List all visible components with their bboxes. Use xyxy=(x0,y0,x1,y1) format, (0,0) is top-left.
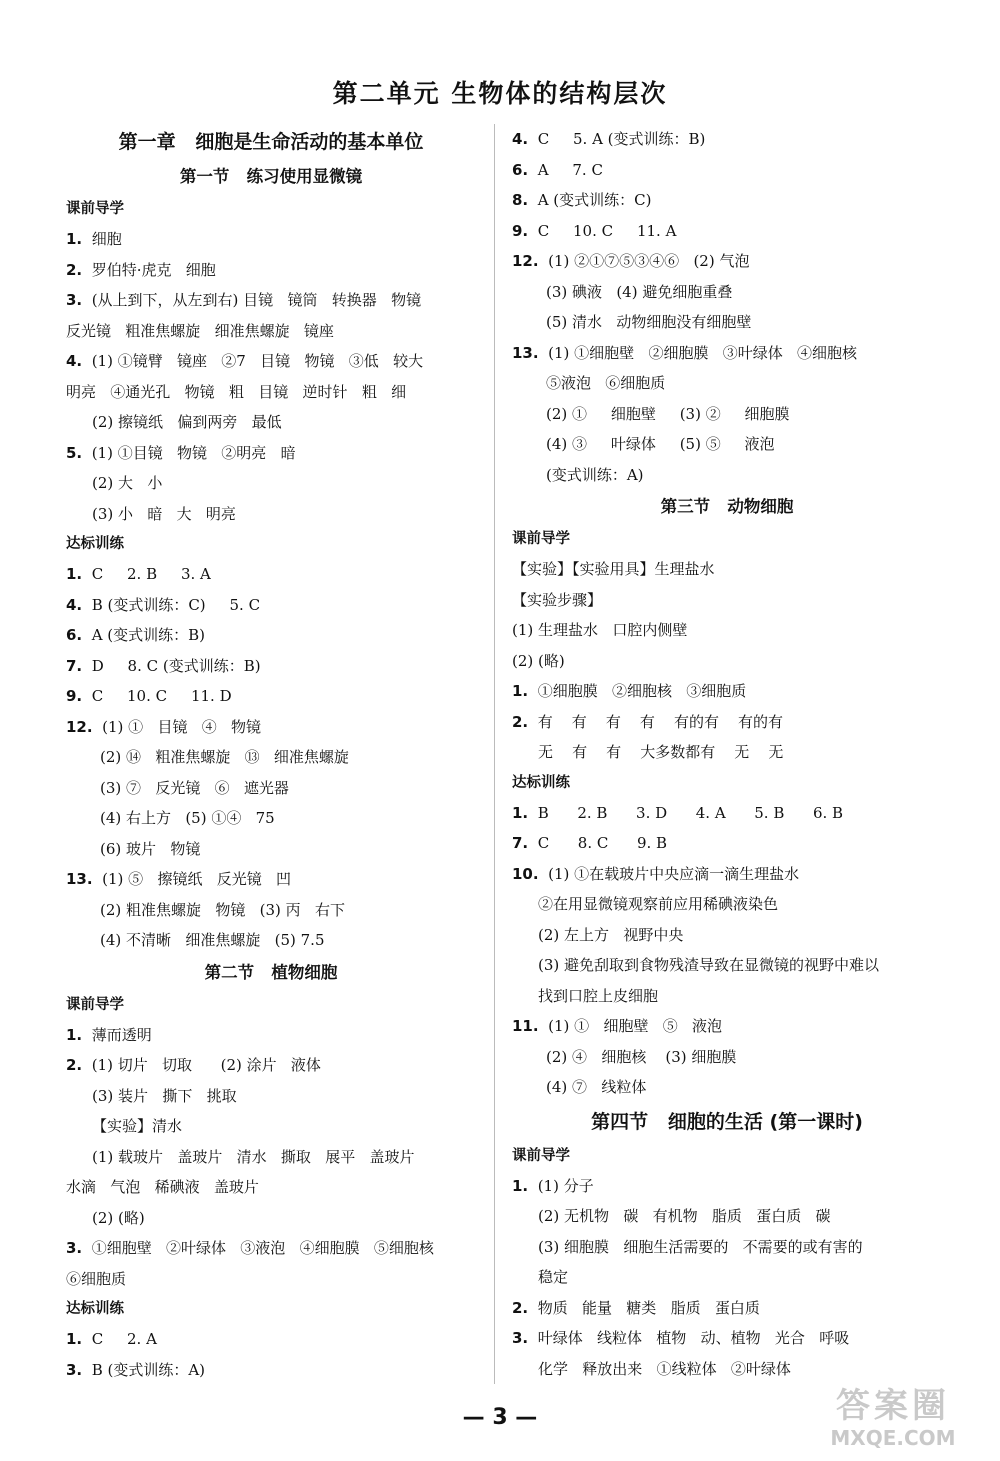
question-number: 2. xyxy=(66,260,83,279)
answer-text: B (变式训练：A) xyxy=(91,1360,206,1379)
answer-line: (1) 载玻片 盖玻片 清水 撕取 展平 盖玻片 xyxy=(92,1147,415,1166)
answer-line xyxy=(512,707,942,738)
answer-line xyxy=(66,712,476,743)
answer-line xyxy=(512,124,942,155)
answer-line: (3) 装片 撕下 挑取 xyxy=(92,1086,237,1105)
answer-text: 有 有 有 有 有的有 有的有 xyxy=(537,712,784,731)
answer-line xyxy=(512,1293,942,1324)
answer-line xyxy=(66,438,476,469)
answer-line: (4) 右上方 (5) ①④ 75 xyxy=(100,809,275,827)
left-column xyxy=(66,124,476,1385)
question-number: 1. xyxy=(512,682,529,700)
answer-line: ⑤液泡 ⑥细胞质 xyxy=(546,374,666,392)
answer-text: C 8. C 9. B xyxy=(537,834,668,852)
answer-line xyxy=(66,864,476,895)
answer-text: (1) ①镜臂 镜座 ②7 目镜 物镜 ③低 较大 xyxy=(91,352,424,370)
answer-line: 【实验】【实验用具】生理盐水 xyxy=(512,560,715,578)
answer-line: (3) 碘液 (4) 避免细胞重叠 xyxy=(546,282,733,301)
answer-line xyxy=(512,155,942,186)
answer-text: (1) ① 目镜 ④ 物镜 xyxy=(102,717,262,736)
answer-line xyxy=(66,681,476,712)
question-number: 1. xyxy=(512,803,529,822)
answer-line: (6) 玻片 物镜 xyxy=(100,839,201,858)
question-number: 11. xyxy=(512,1017,539,1035)
question-number: 3. xyxy=(512,1329,529,1347)
answer-line: (2) ⑭ 粗准焦螺旋 ⑬ 细准焦螺旋 xyxy=(100,748,349,766)
answer-text: (1) 切片 切取 (2) 涂片 液体 xyxy=(91,1056,321,1074)
answer-line xyxy=(66,285,476,316)
answer-line xyxy=(66,559,476,590)
question-number: 1. xyxy=(66,1025,83,1044)
question-number: 1. xyxy=(512,1176,529,1195)
answer-line xyxy=(66,224,476,255)
answer-line: 反光镜 粗准焦螺旋 细准焦螺旋 镜座 xyxy=(66,321,334,340)
answer-text: 物质 能量 糖类 脂质 蛋白质 xyxy=(537,1298,760,1317)
answer-line xyxy=(512,338,942,369)
answer-text: C 2. B 3. A xyxy=(91,565,211,583)
answer-line: (3) 细胞膜 细胞生活需要的 不需要的或有害的 xyxy=(538,1237,863,1256)
question-number: 3. xyxy=(66,291,83,309)
answer-line xyxy=(512,216,942,247)
answer-text: 薄而透明 xyxy=(91,1025,152,1044)
answer-line: ⑥细胞质 xyxy=(66,1269,127,1288)
section-heading: 第四节 细胞的生活 (第一课时) xyxy=(591,1110,863,1133)
subsection-heading: 课前导学 xyxy=(512,531,570,547)
question-number: 6. xyxy=(66,626,83,644)
answer-text: 细胞 xyxy=(91,230,122,248)
question-number: 9. xyxy=(66,687,83,705)
question-number: 2. xyxy=(512,712,529,731)
answer-line xyxy=(512,1011,942,1042)
answer-text: C 10. C 11. A xyxy=(537,221,677,240)
subsection-heading: 课前导学 xyxy=(66,201,124,217)
answer-line xyxy=(66,1355,476,1386)
answer-line: (2) 左上方 视野中央 xyxy=(538,925,684,944)
answer-text: (1) ①细胞壁 ②细胞膜 ③叶绿体 ④细胞核 xyxy=(548,343,858,362)
chapter-heading: 第一章 细胞是生命活动的基本单位 xyxy=(118,131,424,153)
answer-line xyxy=(66,651,476,682)
answer-line xyxy=(512,828,942,859)
answer-line xyxy=(66,255,476,286)
answer-line: (2) (略) xyxy=(512,651,565,670)
answer-line xyxy=(66,620,476,651)
subsection-heading: 课前导学 xyxy=(512,1147,570,1164)
answer-text: B (变式训练：C) 5. C xyxy=(91,595,261,614)
answer-line xyxy=(512,676,942,707)
answer-text: ①细胞壁 ②叶绿体 ③液泡 ④细胞膜 ⑤细胞核 xyxy=(91,1239,434,1257)
answer-text: (1) ⑤ 擦镜纸 反光镜 凹 xyxy=(102,870,292,888)
answer-text: A 7. C xyxy=(537,160,603,179)
answer-line: (4) 不清晰 细准焦螺旋 (5) 7.5 xyxy=(100,931,325,949)
question-number: 12. xyxy=(66,717,93,736)
answer-line xyxy=(512,1171,942,1202)
answer-line xyxy=(512,859,942,890)
answer-line: (3) ⑦ 反光镜 ⑥ 遮光器 xyxy=(100,778,289,797)
answer-line: (2) ④ 细胞核 (3) 细胞膜 xyxy=(546,1047,737,1066)
answer-text: (1) ①在载玻片中央应滴一滴生理盐水 xyxy=(548,864,800,883)
question-number: 2. xyxy=(66,1056,83,1074)
watermark-logo xyxy=(808,1386,978,1456)
answer-text: C 2. A xyxy=(91,1330,157,1348)
answer-text: A (变式训练：B) xyxy=(91,626,206,644)
question-number: 1. xyxy=(66,230,83,248)
question-number: 13. xyxy=(66,870,93,888)
subsection-heading: 达标训练 xyxy=(512,774,570,791)
answer-text: (1) 分子 xyxy=(537,1176,594,1195)
answer-text: D 8. C (变式训练：B) xyxy=(91,656,261,675)
answer-line xyxy=(512,246,942,277)
question-number: 3. xyxy=(66,1239,83,1257)
answer-line: 明亮 ④通光孔 物镜 粗 目镜 逆时针 粗 细 xyxy=(66,382,407,401)
answer-line: (4) ⑦ 线粒体 xyxy=(546,1078,647,1096)
column-divider xyxy=(494,124,495,1384)
answer-text: (1) ① 细胞壁 ⑤ 液泡 xyxy=(548,1017,723,1035)
answer-text: (从上到下，从左到右) 目镜 镜筒 转换器 物镜 xyxy=(91,291,422,309)
answer-text: 叶绿体 线粒体 植物 动、植物 光合 呼吸 xyxy=(537,1329,850,1347)
subsection-heading: 课前导学 xyxy=(66,996,124,1013)
answer-line: (3) 小 暗 大 明亮 xyxy=(92,504,236,523)
question-number: 6. xyxy=(512,160,529,179)
answer-line: (变式训练：A) xyxy=(546,465,644,484)
watermark-url: MXQE.COM xyxy=(830,1426,956,1450)
answer-line: (3) 避免刮取到食物残渣导致在显微镜的视野中难以 xyxy=(538,956,880,974)
question-number: 5. xyxy=(66,443,83,462)
question-number: 12. xyxy=(512,252,539,270)
answer-line xyxy=(66,346,476,377)
unit-title: 第二单元 生物体的结构层次 xyxy=(332,79,668,108)
answer-line xyxy=(512,185,942,216)
answer-text: (1) ①目镜 物镜 ②明亮 暗 xyxy=(91,443,296,462)
answer-text: A (变式训练：C) xyxy=(537,191,652,209)
answer-line: 化学 释放出来 ①线粒体 ②叶绿体 xyxy=(538,1359,791,1378)
answer-line xyxy=(66,1324,476,1355)
question-number: 4. xyxy=(66,352,83,370)
answer-line xyxy=(512,1323,942,1354)
section-heading: 第一节 练习使用显微镜 xyxy=(179,167,363,186)
answer-text: (1) ②①⑦⑤③④⑥ (2) 气泡 xyxy=(548,252,750,270)
answer-line: 无 有 有 大多数都有 无 无 xyxy=(538,743,784,761)
question-number: 13. xyxy=(512,343,539,362)
answer-line: (2) ① 细胞壁 (3) ② 细胞膜 xyxy=(546,404,790,423)
subsection-heading: 达标训练 xyxy=(66,536,124,552)
question-number: 7. xyxy=(512,834,529,852)
question-number: 1. xyxy=(66,565,83,583)
answer-line: ②在用显微镜观察前应用稀碘液染色 xyxy=(538,895,779,913)
page-number: — 3 — xyxy=(462,1405,538,1430)
section-heading: 第二节 植物细胞 xyxy=(204,962,338,982)
section-heading: 第三节 动物细胞 xyxy=(660,497,794,516)
answer-line: (2) 擦镜纸 偏到两旁 最低 xyxy=(92,413,282,431)
answer-line xyxy=(512,798,942,829)
answer-text: 罗伯特·虎克 细胞 xyxy=(91,260,216,279)
answer-line: 【实验】清水 xyxy=(92,1117,183,1135)
answer-text: C 10. C 11. D xyxy=(91,687,232,705)
answer-line: (5) 清水 动物细胞没有细胞壁 xyxy=(546,313,752,331)
answer-line: 【实验步骤】 xyxy=(512,590,603,609)
answer-line: (2) 无机物 碳 有机物 脂质 蛋白质 碳 xyxy=(538,1207,831,1225)
answer-line: (1) 生理盐水 口腔内侧壁 xyxy=(512,621,688,639)
question-number: 2. xyxy=(512,1298,529,1317)
question-number: 1. xyxy=(66,1330,83,1348)
answer-line: 水滴 气泡 稀碘液 盖玻片 xyxy=(66,1178,259,1196)
subsection-heading: 达标训练 xyxy=(66,1301,124,1317)
question-number: 7. xyxy=(66,656,83,675)
question-number: 4. xyxy=(512,130,529,148)
answer-line: (2) (略) xyxy=(92,1208,145,1227)
answer-line xyxy=(66,590,476,621)
answer-line: (4) ③ 叶绿体 (5) ⑤ 液泡 xyxy=(546,435,775,453)
answer-line xyxy=(66,1233,476,1264)
question-number: 3. xyxy=(66,1360,83,1379)
question-number: 8. xyxy=(512,191,529,209)
watermark-text: 答案圈 xyxy=(836,1386,950,1426)
answer-line: 找到口腔上皮细胞 xyxy=(538,986,659,1005)
answer-text: B 2. B 3. D 4. A 5. B 6. B xyxy=(537,803,844,822)
answer-line: (2) 大 小 xyxy=(92,474,163,492)
question-number: 9. xyxy=(512,221,529,240)
answer-text: ①细胞膜 ②细胞核 ③细胞质 xyxy=(537,682,747,700)
question-number: 4. xyxy=(66,595,83,614)
answer-line xyxy=(66,1020,476,1051)
answer-line: (2) 粗准焦螺旋 物镜 (3) 丙 右下 xyxy=(100,900,345,919)
right-column xyxy=(512,124,942,1384)
answer-line xyxy=(66,1050,476,1081)
question-number: 10. xyxy=(512,864,539,883)
answer-text: C 5. A (变式训练：B) xyxy=(537,130,706,148)
answer-line: 稳定 xyxy=(538,1268,569,1286)
